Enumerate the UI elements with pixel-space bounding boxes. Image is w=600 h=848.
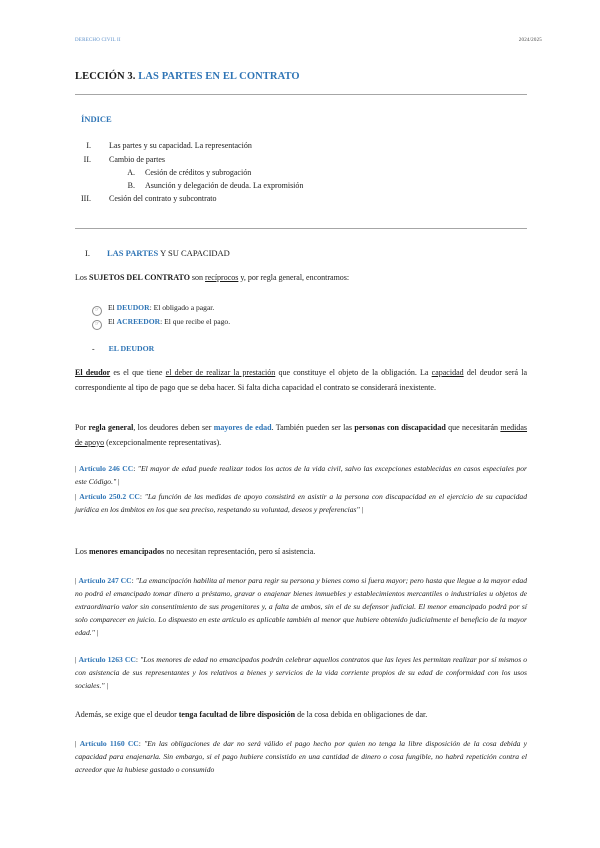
- citation-art-250-2: | Artículo 250.2 CC: "La función de las medidas de apoyo consistirá en asistir a la persona con discapacidad en el ejercicio de su capacidad jurídica en los ámbitos en los que sea preciso, respetando su voluntad, deseos y preferencias" |: [75, 492, 528, 514]
- section-title-rest: Y SU CAPACIDAD: [160, 248, 230, 258]
- toc-number: I.: [86, 141, 91, 150]
- header-subject: DERECHO CIVIL II: [75, 38, 121, 43]
- lesson-number: LECCIÓN 3.: [75, 71, 136, 82]
- toc-text: Cesión de créditos y subrogación: [145, 168, 252, 177]
- paragraph-deudor: El deudor es el que tiene el deber de realizar la prestación que constituye el objeto de la obligación. La capacidad del deudor será la correspondiente al tipo de pago que se deba hacer. Si falta dicha capacidad el contrato se considerará inexistente.: [75, 368, 528, 392]
- section-title-highlight: LAS PARTES: [107, 248, 159, 258]
- toc-text: Cesión del contrato y subcontrato: [109, 194, 217, 203]
- toc-number: III.: [81, 194, 91, 203]
- toc-number: A.: [127, 168, 135, 177]
- bullet-deudor: ☞ El DEUDOR: El obligado a pagar.: [92, 303, 214, 316]
- bullet-acreedor: ☞ El ACREEDOR: El que recibe el pago.: [92, 317, 230, 330]
- header-year: 2024/2025: [518, 38, 542, 43]
- citation-art-1160: | Artículo 1160 CC: "En las obligaciones de dar no será válido el pago hecho por quien no tenga la libre disposición de la cosa debida y capacidad para enajenarla. Sin embargo, si el pago hubiere consistido en una cantidad de dinero o cosa fungible, no habrá repetición contra el acreedor que la hubiese gastado o consumido: [75, 739, 527, 774]
- citation-art-246: | Artículo 246 CC: "El mayor de edad puede realizar todos los actos de la vida civil, salvo las excepciones establecidas en casos especiales por este Código." |: [75, 464, 527, 486]
- toc-number: B.: [127, 181, 135, 190]
- lesson-title-main: LAS PARTES EN EL CONTRATO: [138, 71, 300, 82]
- paragraph-libre-disposicion: Además, se exige que el deudor tenga facultad de libre disposición de la cosa debida en obligaciones de dar.: [75, 710, 428, 719]
- paragraph-regla-general: Por regla general, los deudores deben ser mayores de edad. También pueden ser las personas con discapacidad que necesitarán medidas de apoyo (excepcionalmente representativas).: [75, 423, 528, 447]
- lesson-title: [75, 71, 300, 82]
- term-reciprocos: recíprocos: [205, 273, 239, 282]
- toc-number: II.: [83, 155, 91, 164]
- pointing-hand-icon: ☞: [92, 320, 102, 330]
- section-number: I.: [85, 248, 90, 258]
- index-title: ÍNDICE: [81, 114, 112, 124]
- divider: [75, 228, 527, 229]
- subsection-heading: - EL DEUDOR: [92, 344, 155, 353]
- term-sujetos: SUJETOS DEL CONTRATO: [89, 273, 190, 282]
- citation-art-247: | Artículo 247 CC: "La emancipación habilita al menor para regir su persona y bienes como si fuera mayor; pero hasta que llegue a la mayor edad no podrá el emancipado tomar dinero a préstamo, gravar o enajenar bienes inmuebles y establecimientos mercantiles o industriales u objetos de extraordinario valor sin consentimiento de sus progenitores y, a falta de ambos, sin el de su defensor judicial. El menor emancipado podrá por sí solo comparecer en juicio. Lo dispuesto en este artículo es aplicable también al menor que hubiere obtenido judicialmente el beneficio de la mayor edad." |: [75, 576, 527, 637]
- toc-text: Las partes y su capacidad. La representación: [109, 141, 252, 150]
- citation-art-1263: | Artículo 1263 CC: "Los menores de edad no emancipados podrán celebrar aquellos contratos que las leyes les permitan realizar por sí mismos o con asistencia de sus representantes y los relativos a bienes y servicios de la vida corriente propios de su edad de conformidad con los usos sociales." |: [75, 655, 528, 690]
- pointing-hand-icon: ☞: [92, 306, 102, 316]
- intro-paragraph: Los SUJETOS DEL CONTRATO son recíprocos y, por regla general, encontramos:: [75, 273, 350, 282]
- paragraph-emancipados: Los menores emancipados no necesitan representación, pero sí asistencia.: [75, 547, 316, 556]
- toc-text: Asunción y delegación de deuda. La expromisión: [145, 181, 304, 190]
- toc-text: Cambio de partes: [109, 155, 165, 164]
- divider: [75, 94, 527, 95]
